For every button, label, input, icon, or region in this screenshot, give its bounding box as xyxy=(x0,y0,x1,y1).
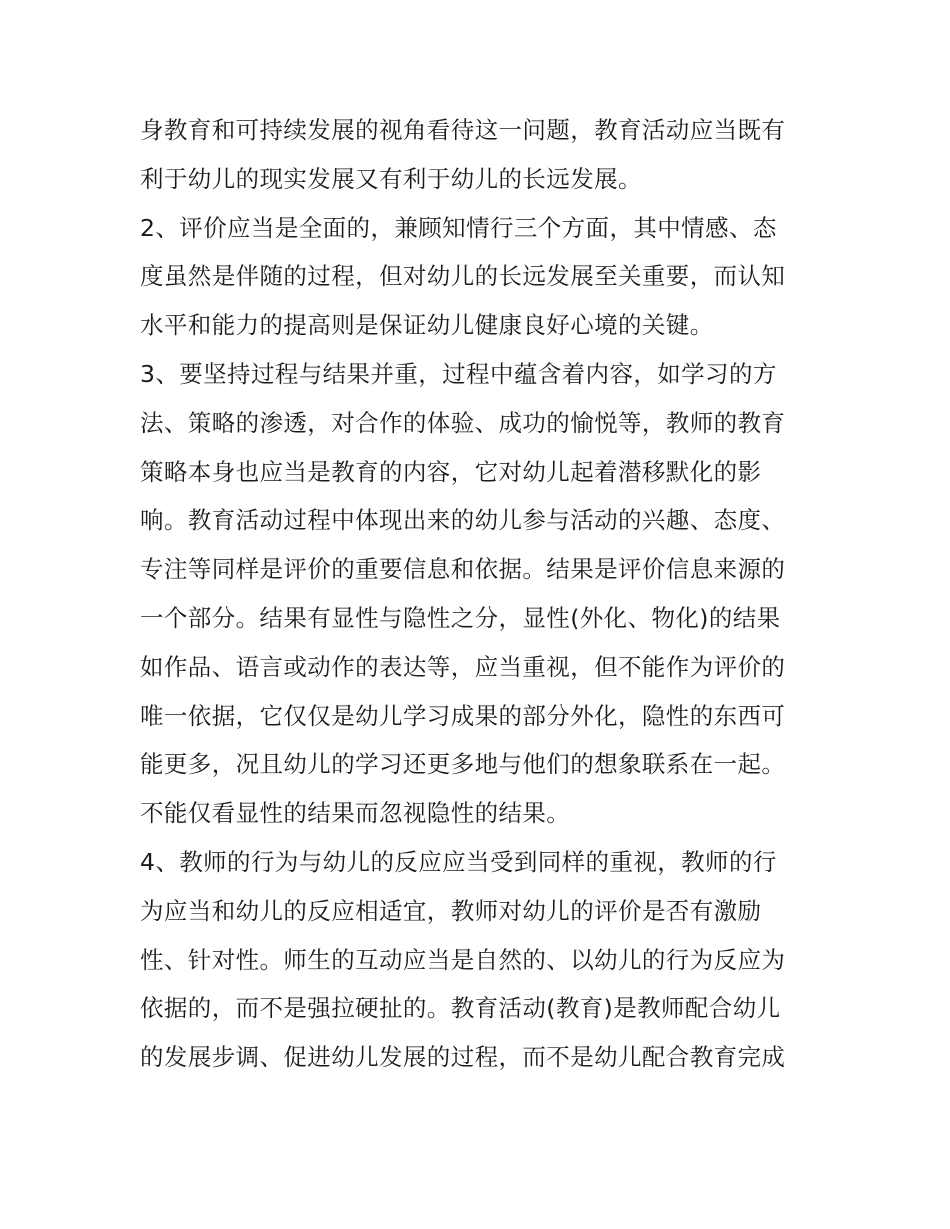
text-line: 唯一依据，它仅仅是幼儿学习成果的部分外化，隐性的东西可 xyxy=(140,701,786,730)
text-line: 一个部分。结果有显性与隐性之分，显性(外化、物化)的结果 xyxy=(140,603,781,632)
text-line: 法、策略的渗透，对合作的体验、成功的愉悦等，教师的教育 xyxy=(140,408,786,437)
text-line: 度虽然是伴随的过程，但对幼儿的长远发展至关重要，而认知 xyxy=(140,262,786,291)
text-line: 能更多，况且幼儿的学习还更多地与他们的想象联系在一起。 xyxy=(140,750,786,779)
text-line: 为应当和幼儿的反应相适宜，教师对幼儿的评价是否有激励 xyxy=(140,896,762,925)
text-line: 2、评价应当是全面的，兼顾知情行三个方面，其中情感、态 xyxy=(140,213,777,242)
text-line: 性、针对性。师生的互动应当是自然的、以幼儿的行为反应为 xyxy=(140,945,786,974)
text-line: 身教育和可持续发展的视角看待这一问题，教育活动应当既有 xyxy=(140,116,786,144)
text-line: 利于幼儿的现实发展又有利于幼儿的长远发展。 xyxy=(140,164,642,193)
text-line: 依据的，而不是强拉硬扯的。教育活动(教育)是教师配合幼儿 xyxy=(140,994,781,1023)
text-line: 策略本身也应当是教育的内容，它对幼儿起着潜移默化的影 xyxy=(140,457,762,486)
text-line: 4、教师的行为与幼儿的反应应当受到同样的重视，教师的行 xyxy=(140,847,777,876)
text-line: 如作品、语言或动作的表达等，应当重视，但不能作为评价的 xyxy=(140,652,786,681)
text-line: 不能仅看显性的结果而忽视隐性的结果。 xyxy=(140,799,571,828)
body-text xyxy=(140,106,820,1082)
text-line: 专注等同样是评价的重要信息和依据。结果是评价信息来源的 xyxy=(140,555,786,584)
text-line: 水平和能力的提高则是保证幼儿健康良好心境的关键。 xyxy=(140,311,714,340)
text-line: 响。教育活动过程中体现出来的幼儿参与活动的兴趣、态度、 xyxy=(140,506,786,535)
text-line: 3、要坚持过程与结果并重，过程中蕴含着内容，如学习的方 xyxy=(140,359,777,388)
text-line: 的发展步调、促进幼儿发展的过程，而不是幼儿配合教育完成 xyxy=(140,1043,786,1072)
